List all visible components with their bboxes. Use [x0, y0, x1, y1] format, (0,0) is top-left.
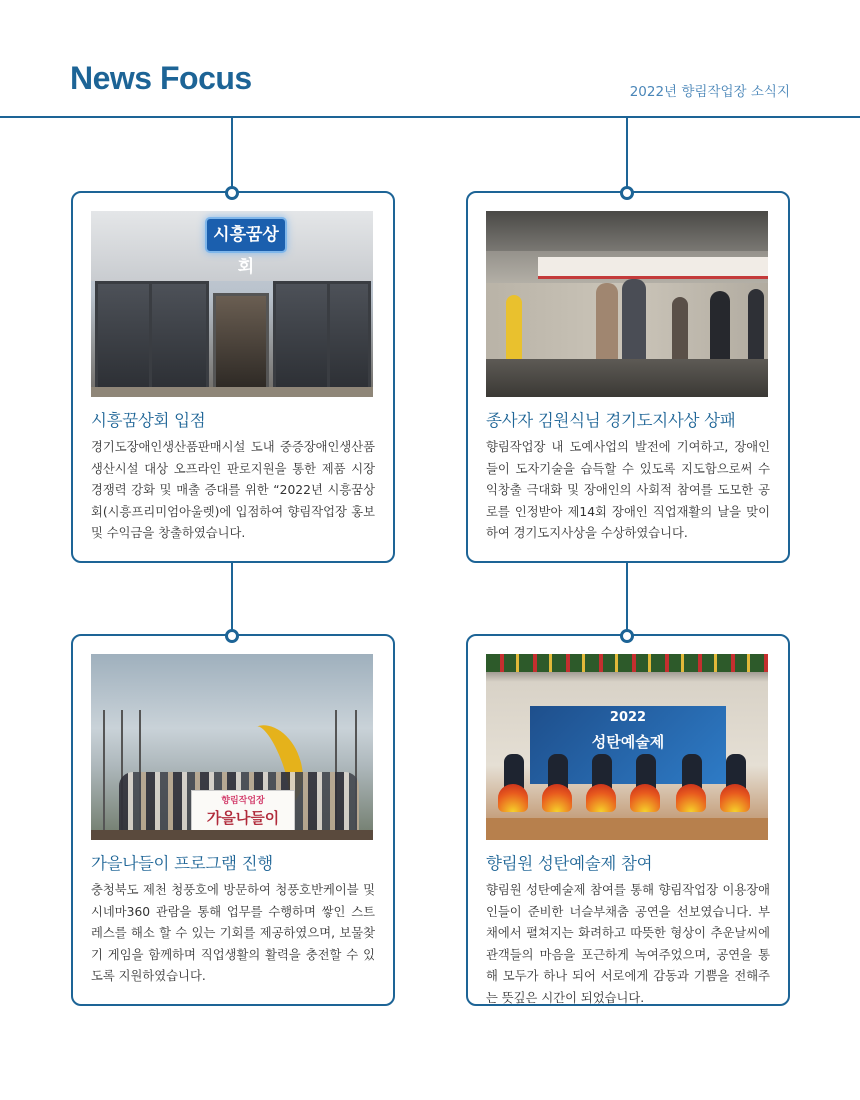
- news-card-title: 종사자 김원식님 경기도지사상 상패: [486, 411, 736, 430]
- photo-person: [710, 291, 730, 363]
- connector-line-left-top: [231, 118, 233, 193]
- photo-ground: [91, 830, 373, 840]
- photo-shop-sign: 시흥꿈상회: [205, 217, 287, 253]
- connector-line-right-top: [626, 118, 628, 193]
- photo-fan: [676, 784, 706, 812]
- photo-banner: [538, 257, 768, 279]
- news-card-body: 경기도장애인생산품판매시설 도내 중증장애인생산품생산시설 대상 오프라인 판로지원을 통한 제품 시장 경쟁력 강화 및 매출 증대를 위한 “2022년 시흥꿈상회(시흥프리미엄아울렛)에 입점하여 향림작업장 홍보 및 수익금을 창출하였습니다.: [91, 440, 375, 540]
- news-card-title: 향림원 성탄예술제 참여: [486, 854, 653, 873]
- connector-line-right-mid: [626, 562, 628, 636]
- photo-screen-title: 성탄예술제: [591, 733, 665, 751]
- photo-fan: [498, 784, 528, 812]
- page-title: News Focus: [70, 60, 252, 96]
- connector-line-left-mid: [231, 562, 233, 636]
- photo-door: [213, 293, 269, 397]
- news-card-body: 향림원 성탄예술제 참여를 통해 향림작업장 이용장애인들이 준비한 너슬부채춤 공연을 선보였습니다. 부채에서 펼쳐지는 화려하고 따뜻한 형상이 추운날씨에 관객들의 마음을 포근하게 녹여주었으며, 공연을 통해 모두가 하나 되어 서로에게 감동과 기쁨을 전해주는 뜻깊은 시간이 되었습니다.: [486, 883, 770, 1005]
- news-photo-award: [486, 211, 768, 397]
- photo-fan: [586, 784, 616, 812]
- photo-banner: [191, 790, 295, 834]
- news-card-body: 충청북도 제천 청풍호에 방문하여 청풍호반케이블 및 시네마360 관람을 통해 업무를 수행하며 쌓인 스트레스를 해소 할 수 있는 기회를 제공하였으며, 보물찾기 게임을 함께하며 직업생활의 활력을 충전할 수 있도록 지원하였습니다.: [91, 883, 375, 983]
- news-photo-christmas-show: [486, 654, 768, 840]
- news-card-4: [466, 634, 790, 1006]
- photo-fan: [720, 784, 750, 812]
- news-card-1: [71, 191, 395, 563]
- news-card-3: [71, 634, 395, 1006]
- news-card-body: 향림작업장 내 도예사업의 발전에 기여하고, 장애인들이 도자기술을 습득할 수 있도록 지도함으로써 수익창출 극대화 및 장애인의 사회적 참여를 도모한 공로를 인정받아 제14회 장애인 직업재활의 날을 맞이하여 경기도지사상을 수상하였습니다.: [486, 440, 770, 540]
- news-card-title: 시흥꿈상회 입점: [91, 411, 206, 430]
- photo-roof: [486, 211, 768, 251]
- photo-window: [327, 281, 371, 397]
- timeline-dot: [225, 186, 239, 200]
- photo-pole: [103, 710, 105, 830]
- header-divider: [0, 116, 860, 118]
- photo-window: [149, 281, 209, 397]
- news-photo-outing: [91, 654, 373, 840]
- photo-screen-year: 2022: [609, 710, 647, 725]
- photo-person: [672, 297, 688, 363]
- news-photo-storefront: [91, 211, 373, 397]
- photo-person: [748, 289, 764, 363]
- photo-fan: [630, 784, 660, 812]
- photo-window: [95, 281, 155, 397]
- photo-person: [506, 295, 522, 363]
- photo-fan: [542, 784, 572, 812]
- photo-garland: [486, 654, 768, 672]
- photo-stage-floor: [486, 818, 768, 840]
- photo-window: [273, 281, 333, 397]
- photo-stage-floor: [486, 359, 768, 397]
- page-subtitle: 2022년 향림작업장 소식지: [629, 84, 790, 100]
- news-card-title: 가을나들이 프로그램 진행: [91, 854, 273, 873]
- photo-banner-org: 향림작업장: [221, 796, 265, 806]
- timeline-dot: [620, 186, 634, 200]
- photo-floor: [91, 387, 373, 397]
- timeline-dot: [620, 629, 634, 643]
- timeline-dot: [225, 629, 239, 643]
- photo-banner-title: 가을나들이: [206, 809, 280, 827]
- news-card-2: [466, 191, 790, 563]
